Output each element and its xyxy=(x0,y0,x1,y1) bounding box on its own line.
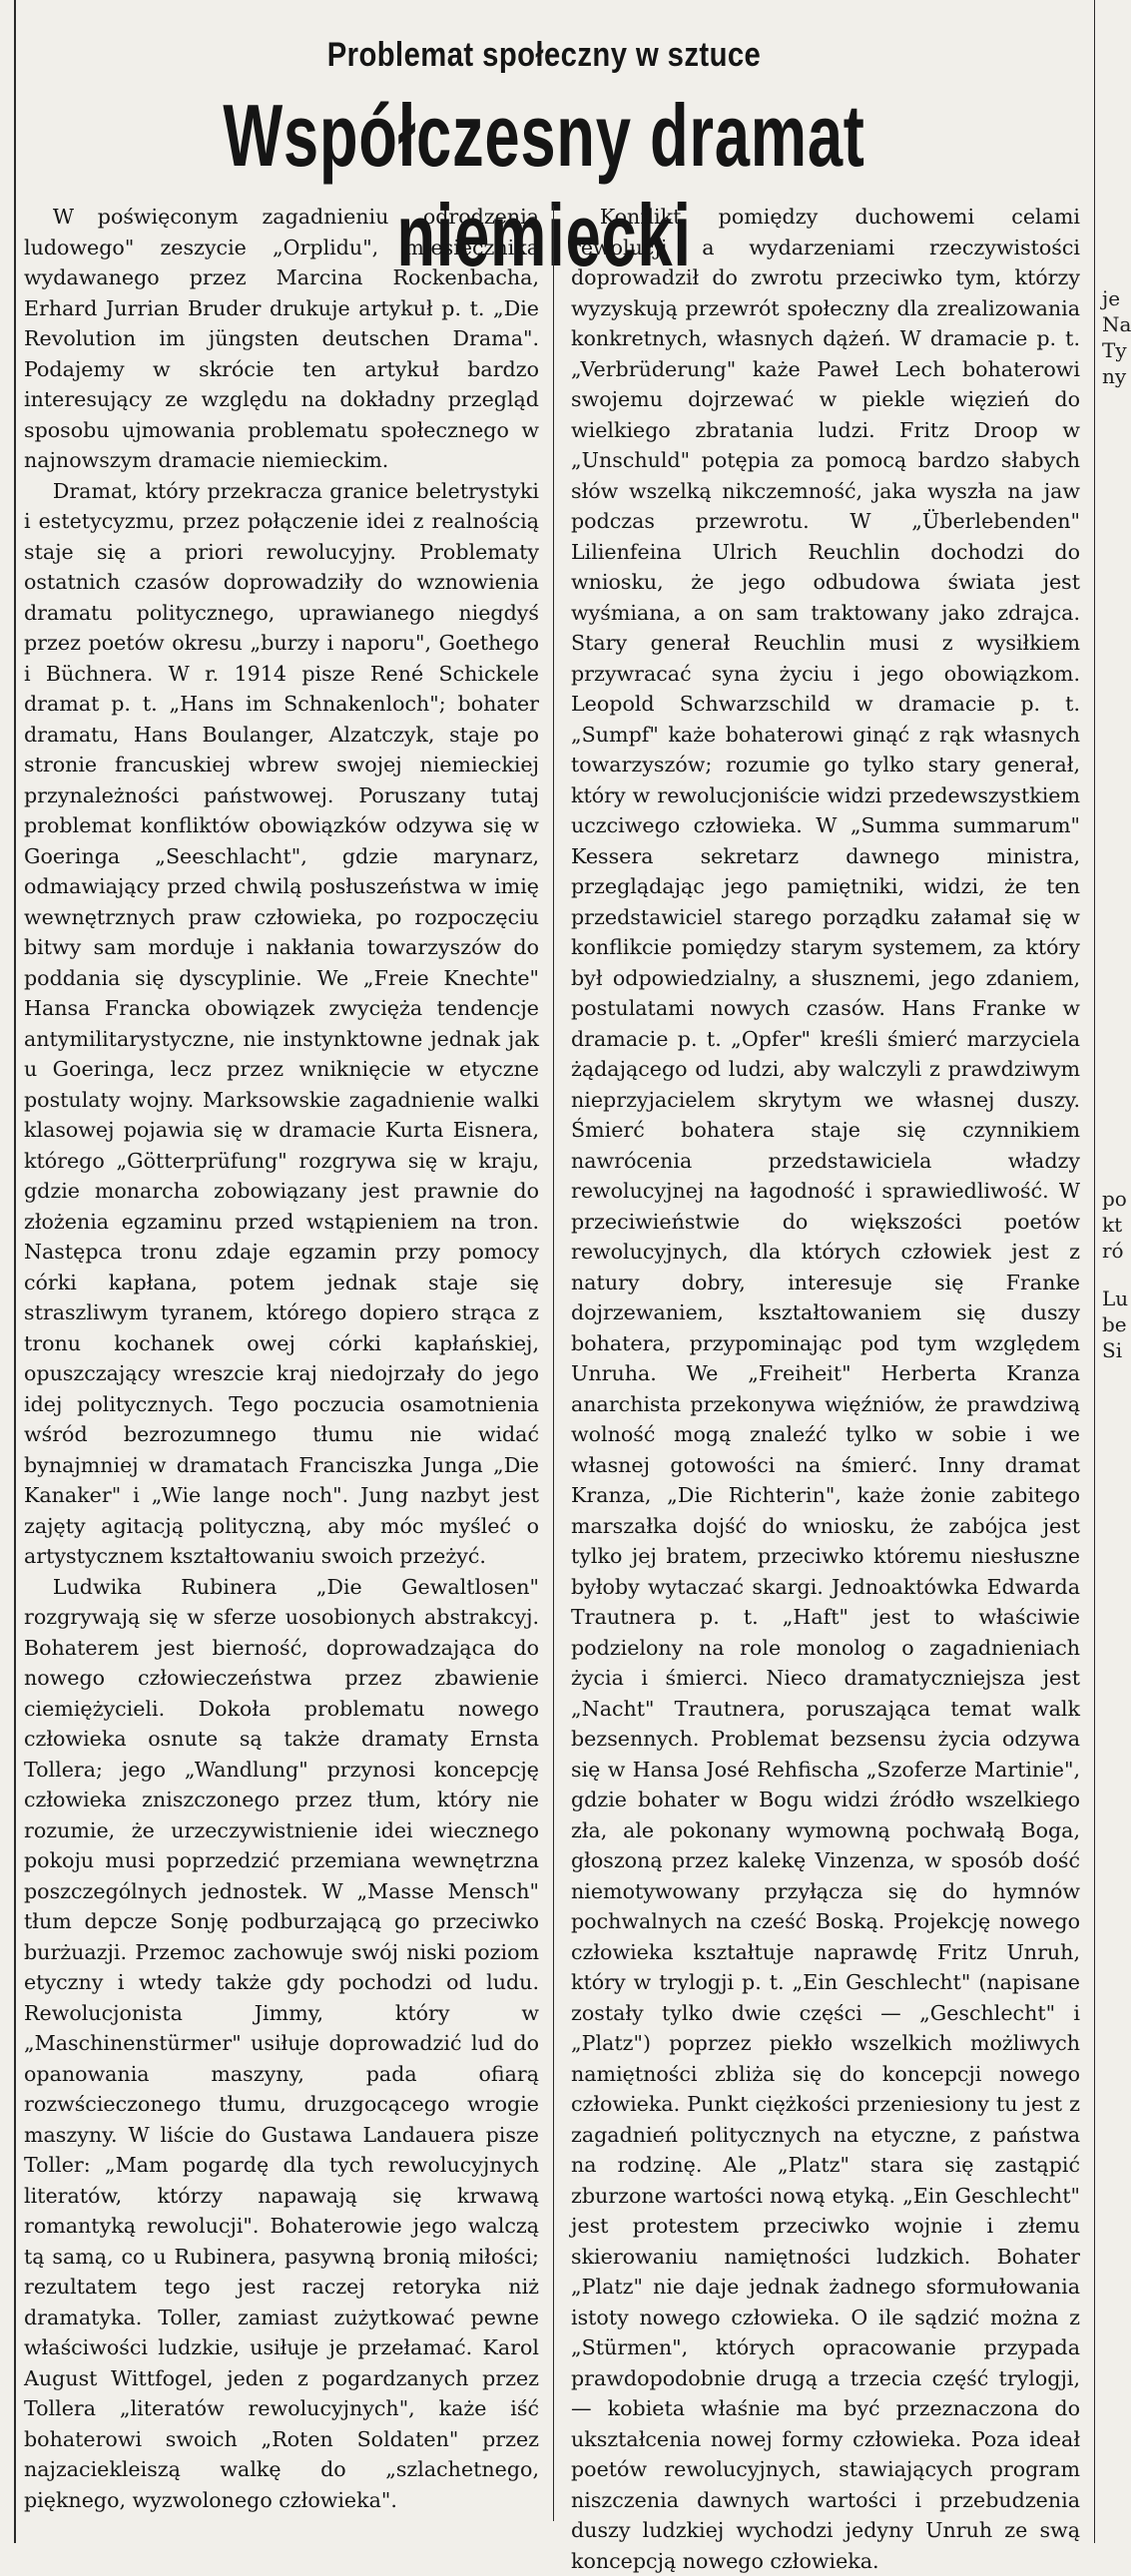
column-divider-right xyxy=(1094,0,1095,2543)
left-column-edge xyxy=(0,0,16,2543)
edge-fragment: Ty xyxy=(1102,338,1127,362)
edge-fragment: Na xyxy=(1102,312,1131,336)
edge-fragment: Si xyxy=(1102,1338,1123,1362)
edge-fragment: ró xyxy=(1102,1239,1124,1263)
edge-fragment: be xyxy=(1102,1312,1127,1336)
paragraph: Ludwika Rubinera „Die Gewaltlosen" rozgrywają się w sferze uosobionych abstrakcyj. Bohaterem jest bierność, doprowadzająca do nowego człowieczeństwa przez zbawienie ciemiężycieli. Dokoła problematu nowego człowieka osnute są także dramaty Ernsta Tollera; jego „Wandlung" przynosi koncepcję człowieka zniszczonego przez tłum, który nie rozumie, że urzeczywistnienie idei wiecznego pokoju musi poprzedzić przemiana wewnętrzna poszczególnych jednostek. W „Masse Mensch" tłum depcze Sonję podburzającą go przeciwko burżuazji. Przemoc zachowuje swój niski poziom etyczny i wtedy także gdy pochodzi od ludu. Rewolucjonista Jimmy, który w „Maschinenstürmer" usiłuje doprowadzić lud do opanowania maszyny, pada ofiarą rozwścieczonego tłumu, druzgocącego wrogie maszyny. W liście do Gustawa Landauera pisze Toller: „Mam pogardę dla tych rewolucyjnych literatów, którzy napawają się krwawą romantyką rewolucji". Bohaterowie jego walczą tą samą, co u Rubinera, pasywną bronią miłości; rezultatem tego jest raczej retoryka niż dramatyka. Toller, zamiast zużytkować pewne właściwości ludzkie, usiłuje je przełamać. Karol August Wittfogel, jeden z pogardzanych przez Tollera „literatów rewolucyjnych", każe iść bohaterowi swoich „Roten Soldaten" przez najzaciekleiszą walkę do „szlachetnego, pięknego, wyzwolonego człowieka". xyxy=(24,1574,539,2512)
edge-fragment: ny xyxy=(1102,364,1127,388)
edge-fragment: po xyxy=(1102,1187,1127,1211)
article-column-left xyxy=(24,202,539,2527)
article-headline: Współczesny dramat niemiecki xyxy=(223,86,865,284)
article-column-middle xyxy=(571,202,1080,2573)
edge-fragment: kt xyxy=(1102,1213,1123,1237)
article-supertitle: Problemat społeczny w sztuce xyxy=(326,36,762,74)
paragraph: Konflikt pomiędzy duchowemi celami rewolucji a wydarzeniami rzeczywistości doprowadził do zwrotu przeciwko tym, którzy wyzyskują przewrót społeczny dla zrealizowania konkretnych, własnych dążeń. W dramacie p. t. „Verbrüderung" każe Paweł Lech bohaterowi swojemu dojrzewać w piekle więzień do wielkiego zbratania ludzi. Fritz Droop w „Unschuld" potępia za pomocą bardzo słabych słów wszelką nikczemność, jaka wyszła na jaw podczas przewrotu. W „Überlebenden" Lilienfeina Ulrich Reuchlin dochodzi do wniosku, że jego odbudowa świata jest wyśmiana, a on sam traktowany jako zdrajca. Stary generał Reuchlin musi z wysiłkiem przywracać syna życiu i jego obowiązkom. Leopold Schwarzschild w dramacie p. t. „Sumpf" każe bohaterowi ginąć z rąk własnych towarzyszów; rozumie go tylko stary generał, który w rewolucjoniście widzi przedewszystkiem uczciwego człowieka. W „Summa summarum" Kessera sekretarz dawnego ministra, przeglądając jego pamiętniki, widzi, że ten przedstawiciel starego porządku załamał się w konflikcie pomiędzy starym systemem, za który był odpowiedzialny, a słusznemi, jego zdaniem, postulatami nowych czasów. Hans Franke w dramacie p. t. „Opfer" kreśli śmierć marzyciela żądającego od ludzi, aby walczyli z prawdziwym nieprzyjacielem skrytym we własnej duszy. Śmierć bohatera staje się czynnikiem nawrócenia przedstawiciela władzy rewolucyjnej na łagodność i sprawiedliwość. W przeciwieństwie do większości poetów rewolucyjnych, dla których człowiek jest z natury dobry, interesuje się Franke dojrzewaniem, kształtowaniem się duszy bohatera, przypominając pod tym względem Unruha. We „Freiheit" Herberta Kranza anarchista przekonywa więźniów, że prawdziwą wolność mogą znaleźć tylko w sobie i we własnej gotowości na śmierć. Inny dramat Kranza, „Die Richterin", każe żonie zabitego marszałka dojść do wniosku, że zabójca jest tylko jej bratem, przeciwko któremu niesłuszne byłoby wytaczać skargi. Jednoaktówka Edwarda Trautnera p. t. „Haft" jest to właściwie podzielony na role monolog o zagadnieniach życia i śmierci. Nieco dramatyczniejsza jest „Nacht" Trautnera, poruszająca temat walk bezsennych. Problemat bezsensu życia odzywa się w Hansa José Rehfischa „Szoferze Martinie", gdzie bohater w Bogu widzi źródło wszelkiego zła, ale pokonany wymowną pochwałą Boga, głoszoną przez kalekę Vinzenza, w sposób dość niemotywowany przyłącza się do hymnów pochwalnych na cześć Boską. Projekcję nowego człowieka kształtuje naprawdę Fritz Unruh, który w trylogji p. t. „Ein Geschlecht" (napisane zostały tylko dwie części — „Geschlecht" i „Platz") poprzez piekło wszelkich możliwych namiętności zbliża się do koncepcji nowego człowieka. Punkt ciężkości przeniesiony tu jest z zagadnień politycznych na etyczne, z państwa na rodzinę. Ale „Platz" stara się zastąpić zburzone wartości nową etyką. „Ein Geschlecht" jest protestem przeciwko wojnie i złemu skierowaniu namiętności ludzkich. Bohater „Platz" nie daje jednak żadnego sformułowania istoty nowego człowieka. O ile sądzić można z „Stürmen", których opracowanie przypada prawdopodobnie drugą a trzecia część trylogji, — kobieta właśnie ma być przeznaczona do ukształcenia nowej formy człowieka. Poza ideał poetów rewolucyjnych, stawiających program niszczenia dawnych wartości i przebudzenia duszy ludzkiej wychodzi jedyny Unruh ze swą koncepcją nowego człowieka. xyxy=(571,205,1080,2573)
edge-fragment: Lu xyxy=(1102,1287,1129,1310)
column-divider xyxy=(553,206,554,2521)
paragraph: W poświęconym zagadnieniu „odrodzenia ludowego" zeszycie „Orplidu", miesięcznika wydawanego przez Marcina Rockenbacha, Erhard Jurrian Bruder drukuje artykuł p. t. „Die Revolution im jüngsten deutschen Drama". Podajemy w skrócie ten artykuł bardzo interesujący ze względu na dokładny przegląd sposobu ujmowania problematu społecznego w najnowszym dramacie niemieckim. xyxy=(24,205,539,472)
edge-fragment: je xyxy=(1102,286,1121,310)
paragraph: Dramat, który przekracza granice beletrystyki i estetycyzmu, przez połączenie idei z realnością staje się a priori rewolucyjny. Problematy ostatnich czasów doprowadziły do wznowienia dramatu politycznego, uprawianego niegdyś przez poetów okresu „burzy i naporu", Goethego i Büchnera. W r. 1914 pisze René Schickele dramat p. t. „Hans im Schnakenloch"; bohater dramatu, Hans Boulanger, Alzatczyk, staje po stronie francuskiej wbrew swojej niemieckiej przynależności państwowej. Poruszany tutaj problemat konfliktów obowiązków odzywa się w Goeringa „Seeschlacht", gdzie marynarz, odmawiający przed chwilą posłuszeństwa w imię wewnętrznych praw człowieka, po rozpoczęciu bitwy sam morduje i nakłania towarzyszów do poddania się dyscyplinie. We „Freie Knechte" Hansa Francka obowiązek zwycięża tendencje antymilitarystyczne, nie instynktowne jednak jak u Goeringa, lecz przez wniknięcie w etyczne postulaty wojny. Marksowskie zagadnienie walki klasowej pojawia się w dramacie Kurta Eisnera, którego „Götterprüfung" rozgrywa się w kraju, gdzie monarcha zobowiązany jest prawnie do złożenia egzaminu przed wstąpieniem na tron. Następca tronu zdaje egzamin przy pomocy córki kapłana, potem jednak staje się straszliwym tyranem, którego dopiero strąca z tronu kochanek owej córki kapłańskiej, opuszczający wreszcie kraj niedojrzały do jego idej politycznych. Tego poczucia osamotnienia wśród bezrozumnego tłumu nie widać bynajmniej w dramatach Franciszka Junga „Die Kanaker" i „Wie lange noch". Jung nazbyt jest zajęty agitacją polityczną, aby móc myśleć o artystycznem kształtowaniu swoich przeżyć. xyxy=(24,478,539,1568)
